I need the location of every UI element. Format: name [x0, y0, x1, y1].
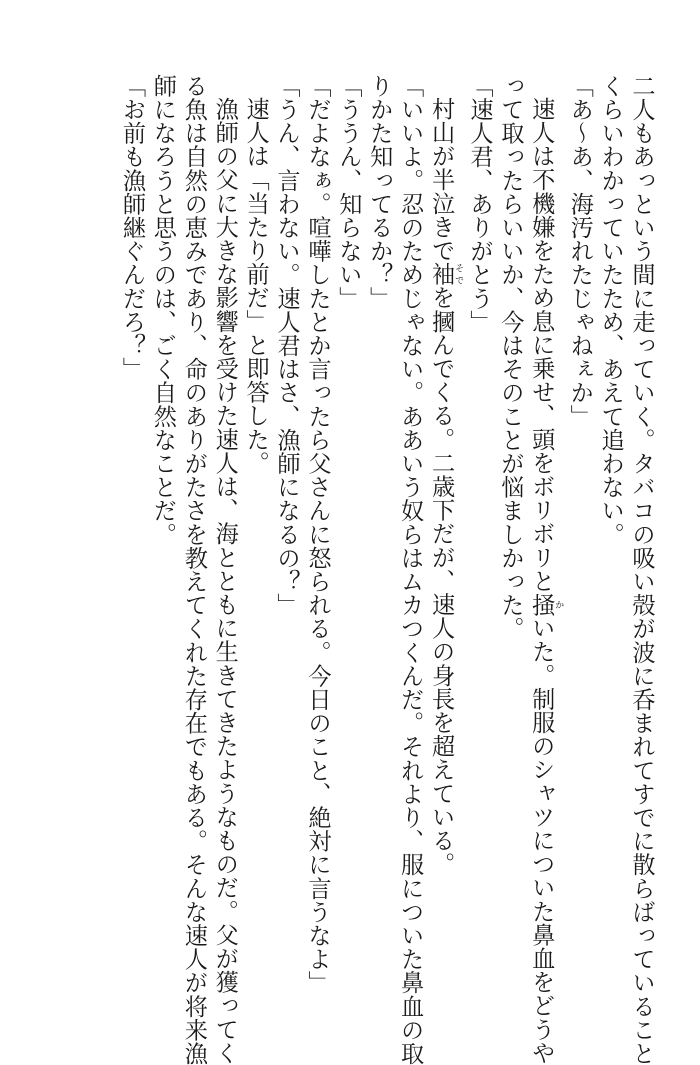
text-line: くらいわかっていたため、あえて追わない。 — [597, 74, 625, 546]
text-line: 二人もあっという間に走っていく。タバコの吸い殻が波に呑まれてすでに散らばっていること — [628, 74, 655, 1065]
text-line: 師になろうと思うのは、ごく自然なことだ。 — [149, 74, 177, 546]
text-line: りかた知ってるか？」 — [365, 74, 393, 310]
text-line — [425, 74, 463, 954]
text-line — [525, 74, 564, 1065]
ruby-reading: そで — [453, 262, 464, 286]
text-line: 漁師の父に大きな影響を受けた速人は、海とともに生きてきたようなものだ。父が獲ってく — [211, 97, 239, 1065]
furigana-ruby — [527, 592, 564, 617]
text-line: 「ううん、知らない」 — [334, 74, 362, 310]
text-line: 「うん、言わない。速人君はさ、漁師になるの？」 — [273, 74, 301, 617]
vertical-text-body — [36, 74, 656, 1065]
ruby-reading: か — [553, 592, 564, 617]
text-line: 「いいよ。忍のためじゃない。ああいう奴らはムカつくんだ。それより、服についた鼻血の取 — [396, 74, 424, 1065]
text-line: 「お前も漁師継ぐんだろ？」 — [118, 74, 146, 381]
text-line: って取ったらいいか、今はそのことが悩ましかった。 — [496, 74, 524, 641]
furigana-ruby — [427, 262, 464, 286]
text-line: 速人は「当たり前だ」と即答した。 — [242, 97, 270, 475]
ruby-base: 袖 — [427, 262, 455, 286]
ruby-base: 掻 — [527, 592, 555, 617]
text-segment: 村山が半泣きで — [427, 97, 455, 263]
text-line: る魚は自然の恵みであり、命のありがたさを教えてくれた存在でもある。そんな速人が将来漁 — [180, 74, 208, 1065]
text-line: 「あ～あ、海汚れたじゃねぇか」 — [566, 74, 594, 428]
text-segment: 速人は不機嫌をため息に乗せ、頭をボリボリと — [527, 97, 555, 593]
text-line: 「速人君、ありがとう」 — [465, 74, 493, 334]
text-segment: を摑んでくる。二歳下だが、速人の身長を超えている。 — [427, 286, 455, 876]
text-line: 「だよなぁ。喧嘩したとか言ったら父さんに怒られる。今日のこと、絶対に言うなよ」 — [303, 74, 331, 995]
text-segment: いた。制服のシャツについた鼻血をどうや — [527, 616, 555, 1065]
